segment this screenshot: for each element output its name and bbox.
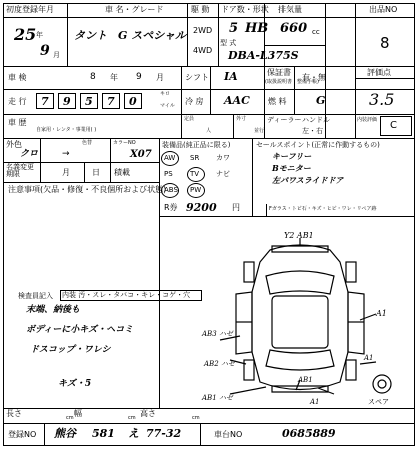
sales-point-line: Bモニター [272,163,311,173]
mileage-digit-value: 5 [85,95,93,108]
drive-4wd: 4WD [193,46,213,55]
warranty-options: 有・無 [302,73,326,82]
handle-value: 左・右 [302,127,323,135]
doors-label: ドア数・形状 [221,5,269,14]
equipment-circle-mark [187,183,205,198]
mileage-digit-value: 9 [63,95,71,108]
grid-line [200,423,201,446]
grid-line [40,138,41,182]
first-reg-label: 初度登録年月 [6,5,54,14]
notes-label: 注意事項(欠品・修復・不良個所および状態) [8,185,167,194]
grid-line [252,138,253,216]
length-label: 長さ [6,409,22,418]
reg-kana: え [128,427,139,440]
inspection-year: 8 [90,72,96,82]
drive-2wd: 2WD [193,26,213,35]
car-name-label: 車 名・グレード [105,5,164,14]
equipment-label: 装備品(純正品に限る) [162,141,231,149]
fuel-value: G [316,94,326,107]
inspector-note: ボディーに小キズ・ヘコミ [26,325,134,335]
mileage-label: 走 行 [8,97,27,106]
score-value: 3.5 [369,90,395,109]
mileage-digit [102,93,120,109]
interior-value: C [390,120,397,131]
grid-line [355,3,356,138]
drive-label: 駆 動 [191,5,210,14]
score-label: 評価点 [367,68,391,77]
year-unit: 年 [36,31,43,39]
grid-line [187,3,188,66]
grid-line [210,66,211,114]
equipment-item: ナビ [216,170,230,178]
grid-line [3,66,415,67]
reg-no-label: 登録NO [8,430,37,439]
name-change-label: 名義変更期限 [6,163,34,178]
inspector-note: ドスコップ・ワレシ [30,345,111,355]
grid-line [181,66,182,138]
equipment-item: カワ [216,154,230,162]
color-change-label: 色替 [82,140,93,146]
grid-line [159,216,415,217]
inspection-month: 9 [136,72,142,82]
damage-mark: A1 [376,309,387,318]
sales-point-line: キーフリー [272,151,312,161]
damage-mark: A1 [364,354,374,362]
equipment-item: PW [190,186,202,194]
history-options: 自家用・レンタ・事業用( ) [36,127,97,133]
name-change-month: 月 [62,168,70,177]
handle-label: ハンドル [302,116,330,124]
color-no-value: X07 [130,149,152,160]
ac-label: 冷 房 [185,97,204,106]
grid-line [3,423,415,424]
fuel-label: 燃 料 [268,97,287,106]
grid-line [294,66,295,114]
dimension-value: 並行 [254,128,265,134]
width-label: 幅 [74,409,82,418]
inspector-note: 末端、納後も [26,305,81,315]
interior-options: 内装 汚・スレ・タバコ・キレ・コゲ・穴 [62,291,191,299]
r-ticket-value: 9200 [186,201,217,214]
model-label: 型 式 [220,39,237,47]
mileage-digit [36,93,54,109]
r-ticket-unit: 円 [232,203,240,212]
grid-line [264,45,325,46]
grid-line [3,17,249,18]
cc-unit: cc [312,28,320,36]
grid-line [218,17,355,18]
dimension-label: 外寸 [236,116,247,122]
damage-mark: AB1 ハゼ [202,394,233,402]
lot-number: 8 [380,34,390,52]
warranty-label: 保証書 [267,68,291,77]
damage-mark: Y2 AB1 [284,232,314,240]
damage-mark: AB1 [298,376,313,384]
grid-line [233,114,234,138]
grid-line [159,138,160,408]
sales-point-line: 左パワスライドドア [272,175,344,185]
car-damage-diagram [200,232,400,407]
spare-label: スペア [368,398,389,406]
ac-value: AAC [224,94,250,107]
inspector-note: キズ・5 [58,379,92,389]
grid-line [67,3,68,66]
mileage-digit [124,93,142,109]
arrow-icon: → [62,149,70,159]
inspector-label: 検査員記入 [18,292,53,300]
equipment-circle-mark [161,183,179,198]
shape-value: HB [245,21,269,36]
equipment-item: ABS [164,186,178,194]
grid-line [110,138,111,162]
capacity-unit: 人 [206,128,212,134]
grid-line [355,17,415,18]
model-code: DBA-L375S [228,49,299,62]
equipment-item: AW [164,154,176,162]
height-label: 高さ [140,409,156,418]
grade: G スペシャル [118,29,187,42]
mileage-digit-value: 7 [41,95,49,108]
interior-label: 内装評価 [357,117,378,123]
first-reg-month: 9 [40,43,50,59]
reg-number: 77-32 [146,427,182,440]
car-name: タント [74,29,107,42]
mileage-digit-value: 7 [107,95,115,108]
length-unit: cm [66,415,74,421]
grid-line [3,138,415,139]
damage-mark: A1 [310,398,320,406]
grid-line [3,89,415,90]
outer-color-label: 外色 [6,140,22,149]
sales-points-label: セールスポイント(正常に作動するもの) [256,141,380,149]
grid-line [3,182,159,183]
dealer-label: ディーラー [267,116,302,124]
history-label: 車 歴 [8,118,27,127]
r-ticket-label: R券 [164,203,178,212]
outer-color-value: クロ [20,149,39,159]
color-no-label: カラーNO [113,140,136,146]
km-unit: キロ [160,91,171,97]
width-unit: cm [128,415,136,421]
grid-line [3,114,415,115]
reg-class: 581 [92,427,115,440]
loading-label: 積載 [114,168,130,177]
damage-mark: AB3 ハゼ [202,330,233,338]
reg-area: 熊谷 [54,427,76,440]
shift-label: シフト [185,73,209,82]
month-unit: 月 [53,51,60,59]
equipment-item: PS [164,170,173,178]
lot-label: 出品NO [369,5,398,14]
damage-mark: AB2 ハゼ [204,360,235,368]
doors-value: 5 [229,21,239,36]
grid-line [44,423,45,446]
displacement-value: 660 [280,21,308,36]
equipment-item: TV [190,170,200,178]
equipment-item: SR [190,154,200,162]
inspection-label: 車 検 [8,73,27,82]
grid-line [218,3,219,66]
chassis-number: 0685889 [282,427,336,440]
shift-value: IA [224,70,238,83]
equipment-circle-mark [187,167,205,182]
mileage-digit-value: 0 [129,95,137,108]
name-change-day: 日 [92,168,100,177]
mileage-digit [80,93,98,109]
grid-line [264,66,265,138]
first-reg-year: 25 [14,25,37,44]
warranty-sub: (取扱説明書・整備手帳) [265,79,319,85]
grid-line [3,408,415,409]
capacity-label: 定員 [184,116,195,122]
chassis-label: 車台NO [214,430,243,439]
glass-damage-label: Fガラス・トビ石・キズ・ヒビ・ワレ・リペア跡 [269,206,377,212]
equipment-circle-mark [161,151,179,166]
mileage-digit [58,93,76,109]
displacement-label: 排気量 [278,5,302,14]
height-unit: cm [192,415,200,421]
mile-unit: マイル [160,103,175,109]
